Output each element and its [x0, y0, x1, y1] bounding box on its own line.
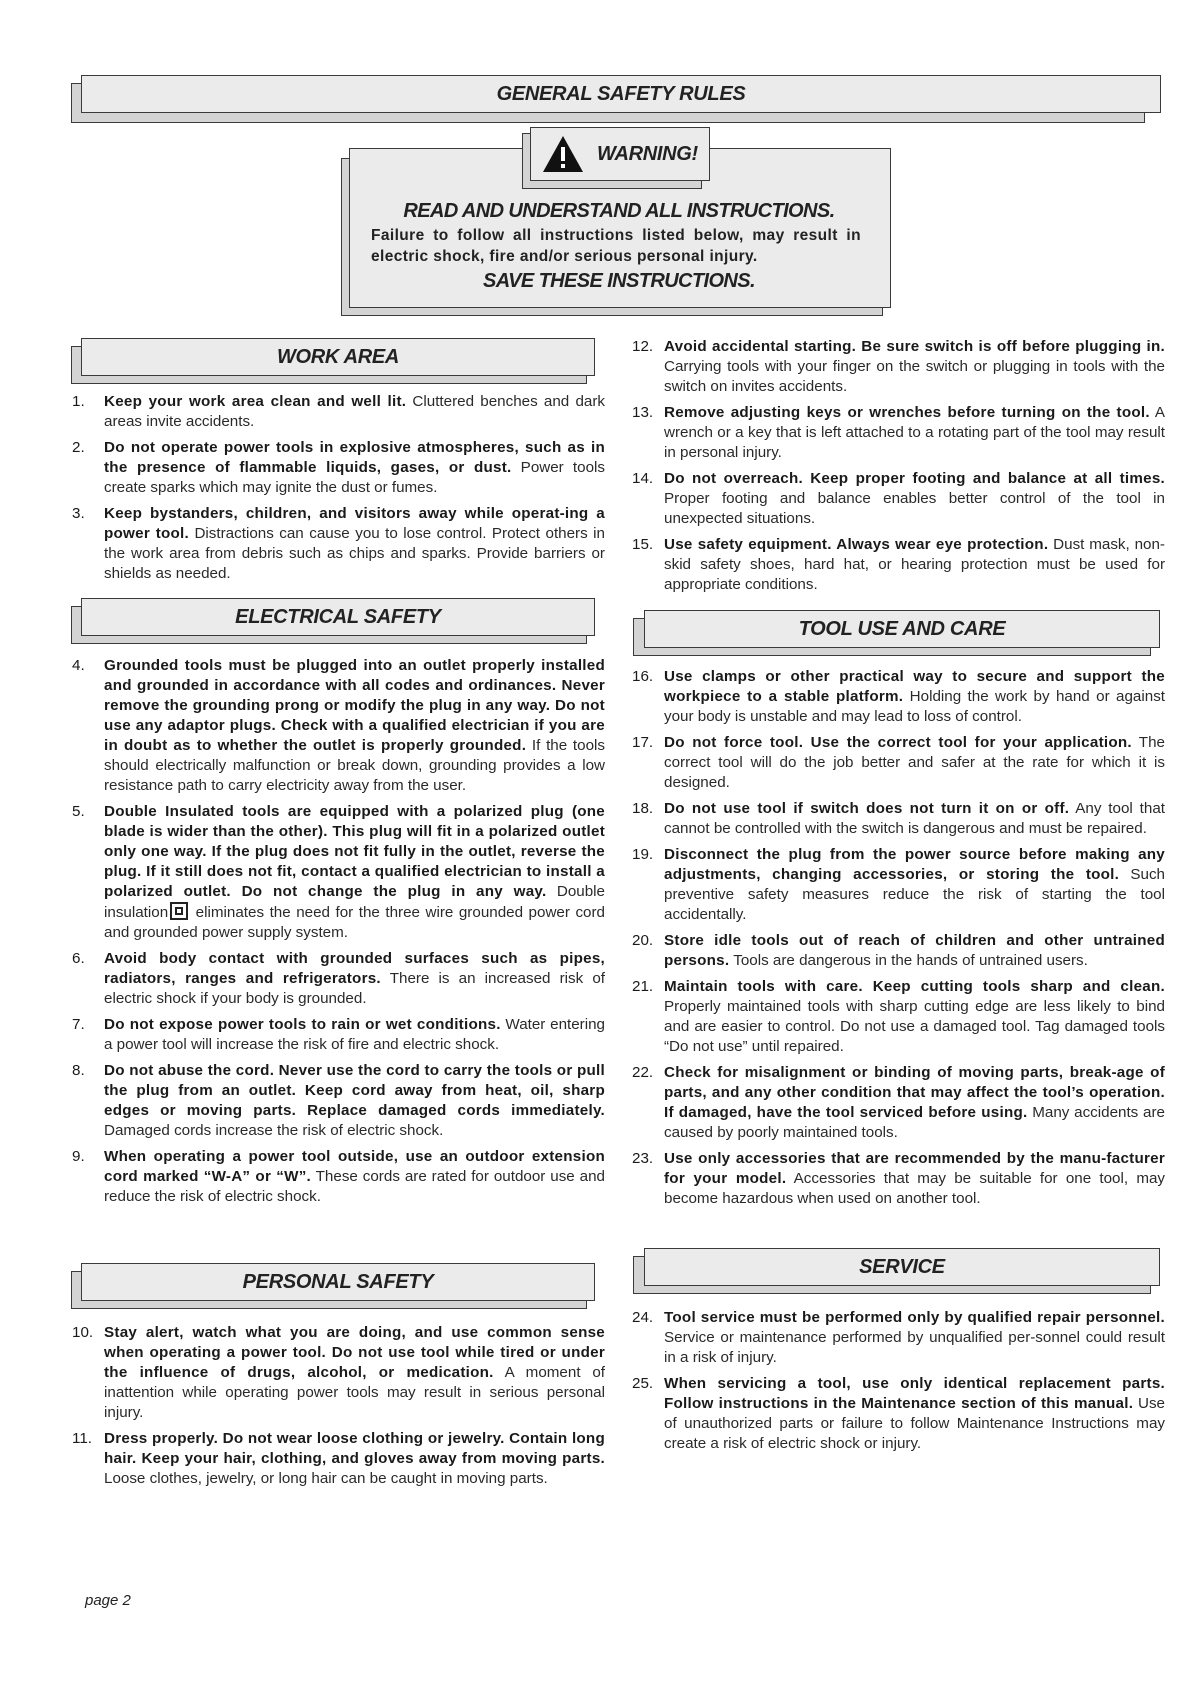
list-item: 3. Keep bystanders, children, and visitors away while operat-ing a power tool. Distractions can cause you to lose control. Protect others in the work area from debris such as chips and sparks. Provide barriers or shields as needed.	[72, 505, 605, 582]
list-item: 11. Dress properly. Do not wear loose clothing or jewelry. Contain long hair. Keep your hair, clothing, and gloves away from moving parts. Loose clothes, jewelry, or long hair can be caught in moving parts.	[72, 1430, 605, 1487]
service-list	[632, 1308, 1165, 1460]
work-area-list	[72, 392, 605, 590]
personal-safety-list	[72, 1323, 605, 1495]
work-area-header: WORK AREA	[71, 338, 595, 384]
list-item: 24. Tool service must be performed only by qualified repair personnel. Service or maintenance performed by unqualified per-sonnel could result in a risk of injury.	[632, 1309, 1165, 1366]
list-item: 12. Avoid accidental starting. Be sure switch is off before plugging in. Carrying tools with your finger on the switch or plugging in tools with the switch on invites accidents.	[632, 338, 1165, 395]
list-item: 20. Store idle tools out of reach of children and other untrained persons. Tools are dangerous in the hands of untrained users.	[632, 932, 1165, 969]
list-item: 17. Do not force tool. Use the correct tool for your application. The correct tool will do the job better and safer at the rate for which it is designed.	[632, 734, 1165, 791]
warning-read-text: READ AND UNDERSTAND ALL INSTRUCTIONS.	[403, 200, 835, 222]
list-item: 7. Do not expose power tools to rain or wet conditions. Water entering a power tool will increase the risk of fire and electric shock.	[72, 1016, 606, 1053]
list-item: 1. Keep your work area clean and well lit. Cluttered benches and dark areas invite accidents.	[72, 393, 605, 430]
list-item: 9. When operating a power tool outside, use an outdoor extension cord marked “W-A” or “W”. These cords are rated for outdoor use and reduce the risk of electric shock.	[72, 1148, 605, 1205]
list-item: 14. Do not overreach. Keep proper footing and balance at all times. Proper footing and balance enables better control of the tool in unexpected situations.	[632, 470, 1165, 527]
list-item: 16. Use clamps or other practical way to secure and support the workpiece to a stable platform. Holding the work by hand or against your body is unstable and may lead to loss of control.	[632, 668, 1166, 725]
list-item: 13. Remove adjusting keys or wrenches before turning on the tool. A wrench or a key that is left attached to a rotating part of the tool may result in personal injury.	[632, 404, 1165, 461]
save-instructions-text: SAVE THESE INSTRUCTIONS.	[483, 270, 755, 292]
tool-use-care-header: TOOL USE AND CARE	[633, 610, 1160, 656]
service-header: SERVICE	[633, 1248, 1160, 1294]
electrical-safety-list	[72, 656, 605, 1213]
list-item: 15. Use safety equipment. Always wear eye protection. Dust mask, non-skid safety shoes, hard hat, or hearing protection must be used for appropriate conditions.	[632, 536, 1165, 593]
list-item: 5. Double Insulated tools are equipped with a polarized plug (one blade is wider than the other). This plug will fit in a polarized outlet only one way. If the plug does not fit fully in the outlet, reverse the plug. If it still does not fit, contact a qualified electrician to install a polarized outlet. Do not change the plug in any way. Double insulation eliminates the need for the three wire grounded power cord and grounded power supply system.	[72, 803, 605, 941]
tool-use-care-list	[632, 667, 1165, 1215]
general-safety-rules-header	[71, 75, 1161, 123]
list-item: 21. Maintain tools with care. Keep cutting tools sharp and clean. Properly maintained tools with sharp cutting edge are less likely to bind and are easier to control. Do not use a damaged tool. Tag damaged tools “Do not use” until repaired.	[632, 978, 1165, 1055]
list-item: 19. Disconnect the plug from the power source before making any adjustments, changing accessories, or storing the tool. Such preventive safety measures reduce the risk of starting the tool accidentally.	[632, 846, 1165, 923]
electrical-safety-header: ELECTRICAL SAFETY	[71, 598, 595, 644]
personal-safety-header: PERSONAL SAFETY	[71, 1263, 595, 1309]
warning-label: WARNING!	[597, 142, 698, 165]
list-item: 25. When servicing a tool, use only identical replacement parts. Follow instructions in the Maintenance section of this manual. Use of unauthorized parts or failure to follow Maintenance Instructions may create a risk of electric shock or injury.	[632, 1375, 1165, 1452]
list-item: 22. Check for misalignment or binding of moving parts, break-age of parts, and any other condition that may affect the tool’s operation. If damaged, have the tool serviced before using. Many accidents are caused by poorly maintained tools.	[632, 1064, 1165, 1141]
warning-badge	[522, 127, 712, 189]
list-item: 2. Do not operate power tools in explosive atmospheres, such as in the presence of flammable liquids, gases, or dust. Power tools create sparks which may ignite the dust or fumes.	[72, 439, 605, 496]
warning-triangle-icon	[541, 134, 585, 174]
page-number: page 2	[85, 1592, 131, 1609]
list-item: 10. Stay alert, watch what you are doing, and use common sense when operating a power tool. Do not use tool while tired or under the influence of drugs, alcohol, or medication. A moment of inattention while operating power tools may result in serious personal injury.	[72, 1324, 605, 1421]
list-item: 23. Use only accessories that are recommended by the manu-facturer for your model. Accessories that may be suitable for one tool, may become hazardous when used on another tool.	[632, 1150, 1166, 1207]
list-item: 18. Do not use tool if switch does not turn it on or off. Any tool that cannot be controlled with the switch is dangerous and must be repaired.	[632, 800, 1165, 837]
warning-body-text: Failure to follow all instructions listed below, may result in electric shock, fire and/or serious personal injury.	[371, 227, 861, 265]
page-title: GENERAL SAFETY RULES	[81, 75, 1161, 113]
double-insulation-icon	[170, 902, 188, 920]
personal-safety-list-continued	[632, 337, 1165, 601]
list-item: 8. Do not abuse the cord. Never use the cord to carry the tools or pull the plug from an outlet. Keep cord away from heat, oil, sharp edges or moving parts. Replace damaged cords immediately. Damaged cords increase the risk of electric shock.	[72, 1062, 605, 1139]
list-item: 6. Avoid body contact with grounded surfaces such as pipes, radiators, ranges and refrigerators. There is an increased risk of electric shock if your body is grounded.	[72, 950, 605, 1007]
list-item: 4. Grounded tools must be plugged into an outlet properly installed and grounded in accordance with all codes and ordinances. Never remove the grounding prong or modify the plug in any way. Do not use any adaptor plugs. Check with a qualified electrician if you are in doubt as to whether the outlet is properly grounded. If the tools should electrically malfunction or break down, grounding provides a low resistance path to carry electricity away from the user.	[72, 657, 605, 794]
